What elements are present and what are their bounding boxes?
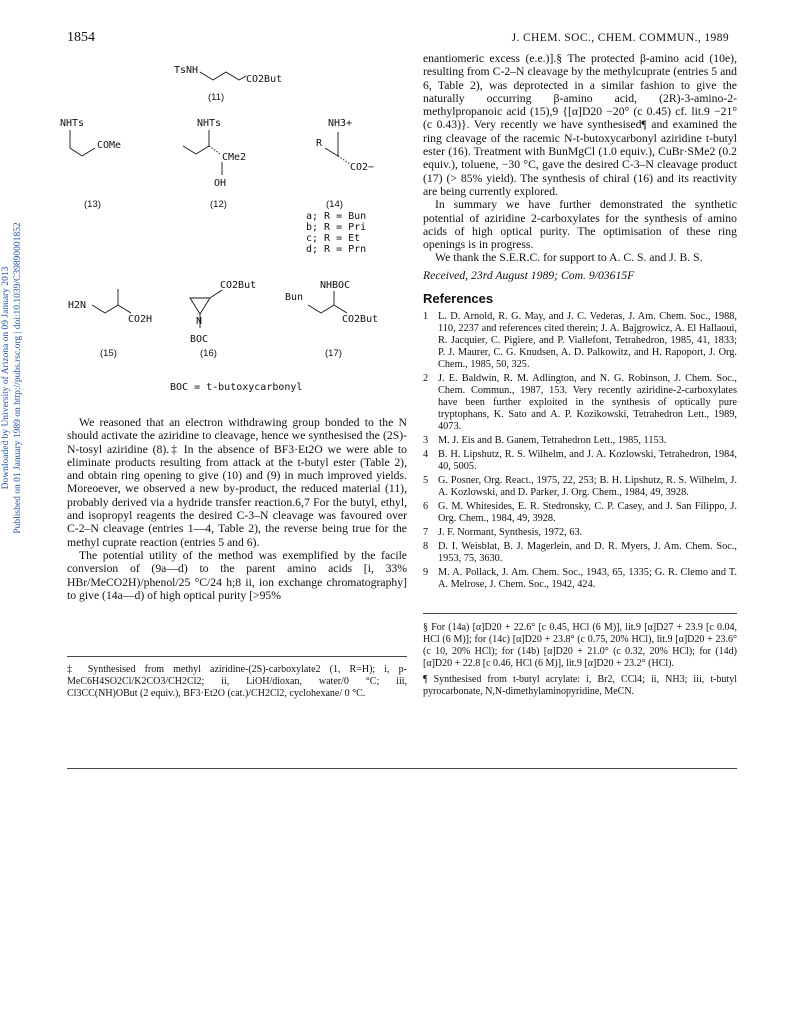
footnote-dagger: ‡ Synthesised from methyl aziridine-(2S)-carboxylate2 (1, R=H); i, p-MeC6H4SO2Cl/K2CO3/CH2Cl2; ii, LiOH/dioxan, water/0 °C; iii, Cl3CC(NH)OBut (2 equiv.), BF3·Et2O (cat.)/CH2Cl2, cyclohexane/ 0 °C.: [67, 664, 407, 699]
left-paragraph-1: We reasoned that an electron withdrawing group bonded to the N should activate the aziridine to cleavage, hence we synthesised the (2S)-N-tosyl aziridine (8).‡ In the absence of BF3·Et2O we were able to eliminate products resulting from attack at the t-butyl ester (Table 2), and obtain ring opening to give (10) and (9) in much improved yields. Moreoever, we observed a new by-product, the reduced material (11), probably derived via a hydride transfer reaction.6,7 For the butyl, ethyl, and isopropyl reagents the desired C-3–N cleavage was favoured over C-2–N cleavage (entries 1—4, Table 2), the reverse being true for the methyl cuprate reaction (entries 5 and 6).: [67, 416, 407, 549]
s11-tsnh: TsNH: [174, 65, 199, 76]
footnote-pilcrow: ¶ Synthesised from t-butyl acrylate: i, Br2, CCl4; ii, NH3; iii, t-butyl pyrocarbonate, N,N-dimethylaminopyridine, MeCN.: [423, 674, 737, 697]
footnote-section: § For (14a) [α]D20 + 22.6° [c 0.45, HCl (6 M)], lit.9 [α]D27 + 23.9 [c 0.04, HCl (6 M)]; for (14c) [α]D20 + 23.8° (c 0.75, 20% HCl), lit.9 [α]D20 + 23.6° (c 10, 20% HCl); for (14b) [α]D20 + 21.0° (c 0.32, 20% HCl); for (14d) [α]D20 + 22.8 [c 0.46, HCl (6 M)], lit.9 [α]D20 + 23.2° (HCl).: [423, 622, 737, 669]
label-12: (12): [210, 199, 227, 210]
page-number: 1854: [67, 30, 95, 45]
doi-line[interactable]: Published on 01 January 1989 on http://pubs.rsc.org | doi:10.1039/C39890001852: [13, 222, 23, 534]
footnote-rule-left: [67, 656, 407, 657]
reference-text: D. I. Weisblat, B. J. Magerlein, and D. R. Myers, J. Am. Chem. Soc., 1953, 75, 3630.: [438, 541, 737, 565]
page-bottom-rule: [67, 768, 737, 769]
reference-number: 2: [423, 373, 429, 385]
label-17: (17): [325, 348, 342, 359]
right-paragraph-2: In summary we have further demonstrated the synthetic potential of aziridine 2-carboxylates for the synthesis of amino acids of high optical purity. The optimisation of these ring openings is in progress.: [423, 198, 737, 252]
s17-bu: Bun: [285, 292, 304, 303]
received-line: Received, 23rd August 1989; Com. 9/03615F: [423, 268, 635, 282]
s13-come: COMe: [97, 140, 122, 151]
label-13: (13): [84, 199, 101, 210]
reference-number: 9: [423, 567, 429, 579]
s11-ester: CO2But: [246, 74, 283, 85]
reference-item: [423, 449, 737, 473]
reference-text: M. A. Pollack, J. Am. Chem. Soc., 1943, 65, 1335; G. R. Clemo and T. A. Melrose, J. Chem. Soc., 1942, 424.: [438, 567, 737, 591]
s13-nhts: NHTs: [60, 118, 85, 129]
reference-text: J. F. Normant, Synthesis, 1972, 63.: [438, 527, 583, 539]
reference-number: 3: [423, 435, 429, 447]
right-footnotes: [423, 622, 737, 698]
s14-a: a; R = Bun: [306, 211, 367, 222]
s16-n: N: [196, 316, 203, 327]
chemical-structures: [50, 60, 410, 410]
journal-header: J. CHEM. SOC., CHEM. COMMUN., 1989: [511, 32, 729, 44]
s15-co2h: CO2H: [128, 314, 153, 325]
download-watermark: [0, 108, 24, 648]
reference-item: [423, 373, 737, 433]
reference-item: [423, 567, 737, 591]
left-column: [67, 416, 407, 602]
s15-h2n: H2N: [68, 300, 87, 311]
reference-text: G. M. Whitesides, E. R. Stedronsky, C. P. Casey, and J. San Filippo, J. Org. Chem., 1984, 49, 3928.: [438, 501, 737, 525]
s17-co2: CO2But: [342, 314, 379, 325]
right-paragraph-1: enantiomeric excess (e.e.)].§ The protected β-amino acid (10e), resulting from C-2–N cleavage by the methylcuprate (entries 5 and 6, Table 2), was deprotected in a similar fashion to give the naturally occurring β-amino acid, (2R)-3-amino-2-methylpropanoic acid (15),9 {[α]D20 −20° (c 0.45) cf. lit.9 −21° (c 0.43)}. Very recently we have synthesised¶ and examined the ring cleavage of the racemic N-t-butoxycarbonyl aziridine t-butyl ester (16). Treatment with BunMgCl (1.0 equiv.), CuBr·SMe2 (0.2 equiv.), toluene, −30 °C, gave the desired C-3–N cleavage product (17) (> 85% yield). The synthesis of chiral (16) and its reactivity are being currently explored.: [423, 52, 737, 198]
s16-boc: BOC: [190, 334, 209, 345]
label-16: (16): [200, 348, 217, 359]
reference-text: J. E. Baldwin, R. M. Adlington, and N. G. Robinson, J. Chem. Soc., Chem. Commun., 1987, 153. Very recently aziridine-2-carboxylates have been further exploited in the synthesis of optically pure tryptophans, K. Sato and A. P. Kozikowski, Tetrahedron Lett., 1989, 4073.: [438, 373, 737, 433]
s12-oh: OH: [214, 178, 227, 189]
reference-text: B. H. Lipshutz, R. S. Wilhelm, and J. A. Kozlowski, Tetrahedron, 1984, 40, 5005.: [438, 449, 737, 473]
s14-nh3: NH3+: [328, 118, 353, 129]
reference-number: 5: [423, 475, 429, 487]
s14-co2: CO2−: [350, 162, 375, 173]
s17-nhboc: NHBOC: [320, 280, 351, 291]
reference-item: [423, 311, 737, 371]
label-15: (15): [100, 348, 117, 359]
s14-r: R: [316, 138, 323, 149]
label-14: (14): [326, 199, 343, 210]
reference-item: [423, 527, 737, 539]
reference-text: M. J. Eis and B. Ganem, Tetrahedron Lett., 1985, 1153.: [438, 435, 667, 447]
reference-list: [423, 311, 737, 591]
s14-d: d; R = Prn: [306, 244, 367, 255]
reference-item: [423, 501, 737, 525]
s16-co2: CO2But: [220, 280, 257, 291]
right-column: [423, 52, 737, 593]
acknowledgement: We thank the S.E.R.C. for support to A. C. S. and J. B. S.: [435, 251, 703, 265]
s14-c: c; R = Et: [306, 233, 361, 244]
footnote-rule-right: [423, 613, 737, 614]
reference-item: [423, 541, 737, 565]
reference-text: L. D. Arnold, R. G. May, and J. C. Vederas, J. Am. Chem. Soc., 1988, 110, 2237 and references cited therein; J. A. Bajgrowicz, A. El Hallaoui, R. Jacquier, C. Pigiere, and P. Viallefont, Tetrahedron, 1985, 41, 1833; P. J. Maurer, C. G. Knudsen, A. D. Palkowitz, and H. Rapoport, J. Org. Chem., 1985, 50, 325.: [438, 311, 737, 371]
reference-number: 1: [423, 311, 429, 323]
reference-number: 4: [423, 449, 429, 461]
reference-number: 8: [423, 541, 429, 553]
reference-number: 6: [423, 501, 429, 513]
s14-b: b; R = Pri: [306, 222, 367, 233]
boc-definition: BOC = t-butoxycarbonyl: [170, 382, 303, 393]
label-11: (11): [208, 92, 225, 103]
reference-number: 7: [423, 527, 429, 539]
reference-item: [423, 475, 737, 499]
download-line[interactable]: Downloaded by University of Arizona on 09 January 2013: [1, 266, 11, 490]
reference-text: G. Posner, Org. React., 1975, 22, 253; B. H. Lipshutz, R. S. Wilhelm, J. A. Kozlowski, and D. Parker, J. Org. Chem., 1984, 49, 3928.: [438, 475, 737, 499]
reference-item: [423, 435, 737, 447]
left-paragraph-2: The potential utility of the method was exemplified by the facile conversion of (9a—d) to the parent amino acids [i, 33% HBr/MeCO2H)/phenol/25 °C/24 h;8 ii, ion exchange chromatography] to give (14a—d) of high optical purity [>95%: [67, 548, 407, 602]
references-heading: References: [423, 291, 494, 307]
s12-nhts: NHTs: [197, 118, 222, 129]
left-footnote: [67, 664, 407, 700]
s12-cme2: CMe2: [222, 152, 247, 163]
